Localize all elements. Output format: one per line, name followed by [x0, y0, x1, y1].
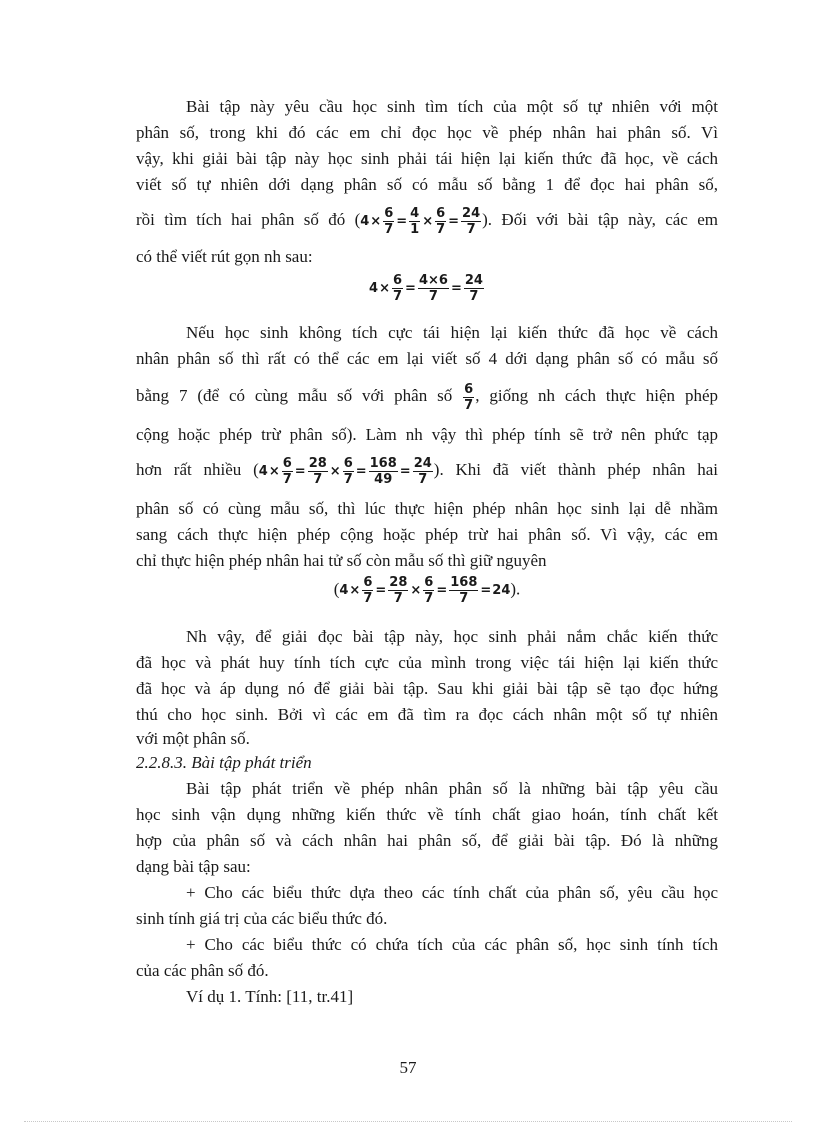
paragraph-5-line-1: + Cho các biểu thức dựa theo các tính chất của phân số, yêu cầu học [186, 883, 718, 902]
paragraph-2-line-8: chỉ thực hiện phép nhân hai tử số còn mẫu số thì giữ nguyên [136, 551, 547, 570]
paragraph-1-line-5 [136, 204, 718, 236]
fraction: $\frac{6}{7}$ [343, 455, 353, 487]
equation-5: 4× $\frac{6}{7}$ = $\frac{28}{7}$ × $\frac{6}{7}$ = $\frac{168}{7}$ =24 [339, 575, 511, 606]
paragraph-5-line-2: sinh tính giá trị của các biểu thức đó. [136, 909, 388, 928]
equation-2-block [136, 274, 718, 303]
text-segment: , giống nh cách thực hiện phép [475, 386, 719, 405]
text-segment: ). Đối với bài tập này, các em [482, 210, 718, 229]
fraction: $\frac{6}{7}$ [393, 273, 403, 304]
paragraph-2-line-6: phân số có cùng mẫu số, thì lúc thực hiện phép nhân học sinh lại dễ nhầm [136, 499, 718, 518]
fraction: $\frac{4\times 6}{7}$ [418, 273, 448, 304]
paragraph-3-line-4: thú cho học sinh. Bởi vì các em đã tìm ra đọc cách nhân một số tự nhiên [136, 705, 718, 724]
paragraph-3-line-1: Nh vậy, để giải đọc bài tập này, học sinh phải nắm chắc kiến thức [186, 627, 718, 646]
paragraph-4-line-2: học sinh vận dụng những kiến thức về tính chất giao hoán, tính chất kết [136, 805, 718, 824]
fraction: $\frac{168}{49}$ [369, 455, 397, 487]
paragraph-2-line-4: cộng hoặc phép trừ phân số). Làm nh vậy thì phép tính sẽ trở nên phức tạp [136, 425, 718, 444]
text-segment: hơn rất nhiều ( [136, 460, 259, 479]
paragraph-3-line-2: đã học và phát huy tính tích cực của mình trong việc tái hiện lại kiến thức [136, 653, 718, 672]
paragraph-4-line-1: Bài tập phát triển về phép nhân phân số là những bài tập yêu cầu [186, 779, 718, 798]
fraction: $\frac{24}{7}$ [413, 455, 432, 487]
fraction: $\frac{6}{7}$ [282, 455, 292, 487]
paragraph-2-line-2: nhân phân số thì rất có thể các em lại viết số 4 dới dạng phân số có mẫu số [136, 349, 718, 368]
paragraph-2-line-1: Nếu học sinh không tích cực tái hiện lại kiến thức đã học về cách [186, 323, 718, 342]
paragraph-1-line-4: viết số tự nhiên dới dạng phân số có mẫu số bằng 1 để đọc hai phân số, [136, 175, 718, 194]
paragraph-3-line-3: đã học và áp dụng nó để giải bài tập. Sau khi giải bài tập sẽ tạo đọc hứng [136, 679, 718, 698]
fraction: $\frac{6}{7}$ [436, 205, 446, 237]
fraction: $\frac{24}{7}$ [464, 273, 483, 304]
paragraph-1-line-3: vậy, khi giải bài tập này học sinh phải tái hiện lại kiến thức đã học, về cách [136, 149, 718, 168]
fraction: $\frac{28}{7}$ [389, 575, 408, 606]
fraction: $\frac{28}{7}$ [308, 455, 327, 487]
text-segment: rồi tìm tích hai phân số đó ( [136, 210, 361, 229]
text-segment: ). Khi đã viết thành phép nhân hai [433, 460, 719, 479]
paragraph-6-line-1: + Cho các biểu thức có chứa tích của các phân số, học sinh tính tích [186, 935, 718, 954]
paragraph-4-line-3: hợp của phân số và cách nhân hai phân số, để giải bài tập. Đó là những [136, 831, 718, 850]
equation-4: 4× $\frac{6}{7}$ = $\frac{28}{7}$ × $\frac{6}{7}$ = $\frac{168}{49}$ = $\frac{24}{7}$ [258, 455, 432, 487]
fraction: $\frac{6}{7}$ [384, 205, 394, 237]
fraction: $\frac{6}{7}$ [363, 575, 373, 606]
paragraph-3-line-5: với một phân số. [136, 729, 250, 748]
paragraph-2-line-5 [136, 454, 718, 486]
fraction: $\frac{168}{7}$ [450, 575, 478, 606]
fraction: $\frac{6}{7}$ [464, 381, 474, 413]
text-segment: bằng 7 (để có cùng mẫu số với phân số [136, 386, 453, 405]
page-number: 57 [399, 1058, 417, 1077]
paragraph-1-line-2: phân số, trong khi đó các em chỉ đọc học về phép nhân hai phân số. Vì [136, 123, 718, 142]
paragraph-2-line-3 [136, 380, 718, 412]
page-divider [24, 1121, 792, 1122]
paragraph-1-line-6: có thể viết rút gọn nh sau: [136, 247, 313, 266]
open-paren: ( [333, 579, 340, 599]
paragraph-2-line-7: sang cách thực hiện phép cộng hoặc phép trừ hai phân số. Vì vậy, các em [136, 525, 718, 544]
paragraph-1-line-1: Bài tập này yêu cầu học sinh tìm tích của một số tự nhiên với một [186, 97, 718, 116]
section-heading: 2.2.8.3. Bài tập phát triển [136, 753, 312, 772]
equation-5-block [136, 576, 718, 605]
paragraph-4-line-4: dạng bài tập sau: [136, 857, 251, 876]
fraction: $\frac{24}{7}$ [462, 205, 481, 237]
equation-2: 4× $\frac{6}{7}$ = $\frac{4\times 6}{7}$ = $\frac{24}{7}$ [369, 273, 483, 304]
equation-1: 4× $\frac{6}{7}$ = $\frac{4}{1}$ × $\frac{6}{7}$ = $\frac{24}{7}$ [360, 205, 481, 237]
fraction: $\frac{4}{1}$ [410, 205, 420, 237]
paragraph-6-line-2: của các phân số đó. [136, 961, 269, 980]
example-heading: Ví dụ 1. Tính: [11, tr.41] [186, 987, 354, 1006]
equation-3 [462, 383, 475, 412]
fraction: $\frac{6}{7}$ [424, 575, 434, 606]
close-paren: ). [510, 579, 521, 599]
